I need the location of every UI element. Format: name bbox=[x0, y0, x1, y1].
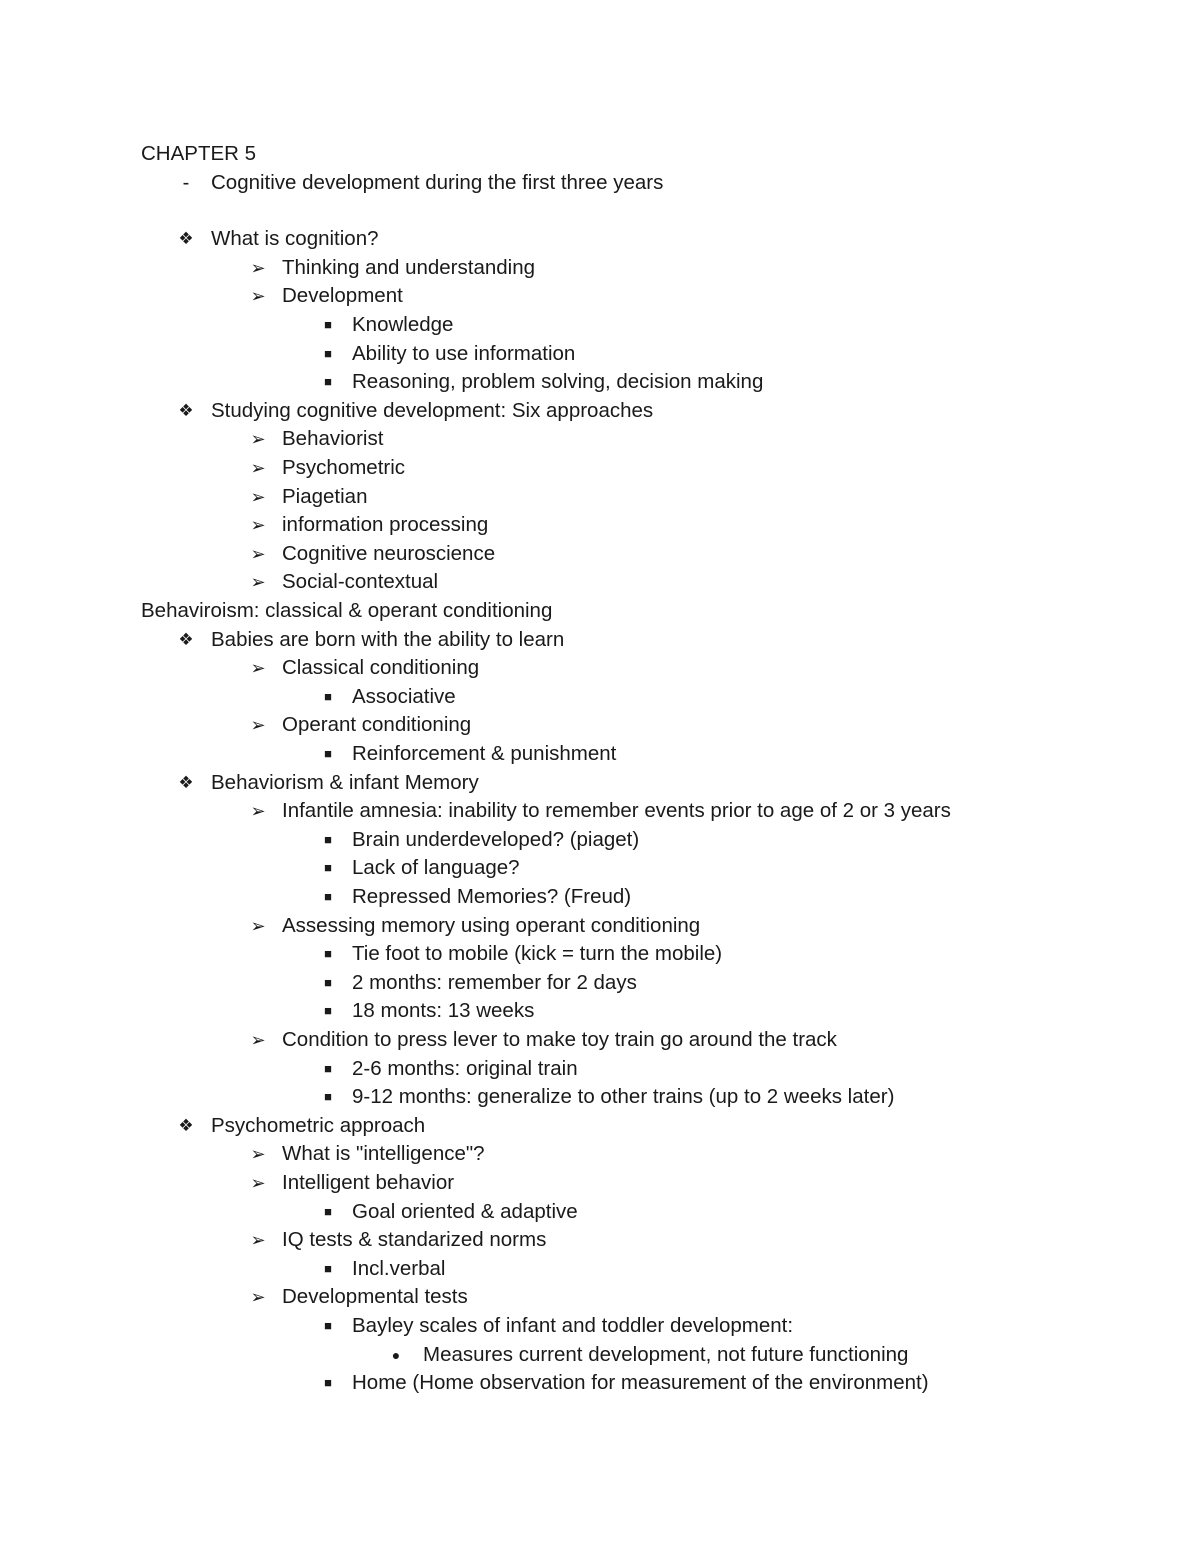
outline-item bbox=[0, 227, 1200, 251]
square-bullet-icon: ■ bbox=[324, 689, 332, 704]
square-bullet-icon: ■ bbox=[324, 346, 332, 361]
outline-item-text: Development bbox=[282, 284, 403, 307]
square-bullet-icon: ■ bbox=[324, 1003, 332, 1018]
outline-item bbox=[0, 713, 1200, 737]
square-bullet-icon: ■ bbox=[324, 1261, 332, 1276]
outline-item bbox=[0, 771, 1200, 795]
outline-item-text: Assessing memory using operant conditioning bbox=[282, 914, 701, 937]
outline-item bbox=[0, 742, 1200, 766]
outline-item-text: What is cognition? bbox=[211, 227, 379, 250]
heading-line bbox=[0, 599, 1200, 623]
outline-item bbox=[0, 1057, 1200, 1081]
square-bullet-icon: ■ bbox=[324, 832, 332, 847]
outline-item bbox=[0, 570, 1200, 594]
outline-item bbox=[0, 656, 1200, 680]
outline-item bbox=[0, 799, 1200, 823]
outline-item-text: Psychometric approach bbox=[211, 1114, 426, 1137]
arrow-bullet-icon: ➢ bbox=[250, 1144, 266, 1164]
diamond-bullet-icon: ❖ bbox=[178, 630, 194, 649]
outline-item-text: Classical conditioning bbox=[282, 656, 480, 679]
diamond-bullet-icon: ❖ bbox=[178, 229, 194, 248]
outline-item bbox=[0, 485, 1200, 509]
outline-item bbox=[0, 313, 1200, 337]
outline-item-text: Ability to use information bbox=[352, 342, 576, 365]
square-bullet-icon: ■ bbox=[324, 860, 332, 875]
arrow-bullet-icon: ➢ bbox=[250, 429, 266, 449]
square-bullet-icon: ■ bbox=[324, 975, 332, 990]
outline-item bbox=[0, 284, 1200, 308]
outline-item bbox=[0, 1228, 1200, 1252]
diamond-bullet-icon: ❖ bbox=[178, 773, 194, 792]
outline-item bbox=[0, 999, 1200, 1023]
diamond-bullet-icon: ❖ bbox=[178, 401, 194, 420]
outline-item bbox=[0, 456, 1200, 480]
outline-item bbox=[0, 628, 1200, 652]
arrow-bullet-icon: ➢ bbox=[250, 801, 266, 821]
outline-item-text: Reinforcement & punishment bbox=[352, 742, 617, 765]
outline-item bbox=[0, 1114, 1200, 1138]
outline-item-text: Studying cognitive development: Six approaches bbox=[211, 399, 654, 422]
outline-item bbox=[0, 1285, 1200, 1309]
square-bullet-icon: ■ bbox=[324, 889, 332, 904]
dash-bullet-icon: - bbox=[182, 172, 190, 194]
outline-item-text: Tie foot to mobile (kick = turn the mobile) bbox=[352, 942, 723, 965]
outline-item bbox=[0, 885, 1200, 909]
square-bullet-icon: ■ bbox=[324, 1089, 332, 1104]
outline-item bbox=[0, 914, 1200, 938]
square-bullet-icon: ■ bbox=[324, 374, 332, 389]
outline-item-text: Condition to press lever to make toy train go around the track bbox=[282, 1028, 837, 1051]
outline-item-text: Infantile amnesia: inability to remember events prior to age of 2 or 3 years bbox=[282, 799, 951, 822]
outline-item bbox=[0, 256, 1200, 280]
square-bullet-icon: ■ bbox=[324, 1204, 332, 1219]
outline-item bbox=[0, 942, 1200, 966]
heading-line bbox=[0, 142, 1200, 166]
outline-item-text: IQ tests & standarized norms bbox=[282, 1228, 547, 1251]
square-bullet-icon: ■ bbox=[324, 746, 332, 761]
outline-item-text: 2-6 months: original train bbox=[352, 1057, 578, 1080]
square-bullet-icon: ■ bbox=[324, 317, 332, 332]
outline-item bbox=[0, 856, 1200, 880]
outline-item-text: Piagetian bbox=[282, 485, 368, 508]
outline-item bbox=[0, 171, 1200, 195]
outline-item-text: Babies are born with the ability to learn bbox=[211, 628, 565, 651]
outline-item-text: Lack of language? bbox=[352, 856, 520, 879]
arrow-bullet-icon: ➢ bbox=[250, 1173, 266, 1193]
outline-item bbox=[0, 1028, 1200, 1052]
outline-item-text: Social-contextual bbox=[282, 570, 439, 593]
outline-item-text: 2 months: remember for 2 days bbox=[352, 971, 637, 994]
outline-item-text: Bayley scales of infant and toddler development: bbox=[352, 1314, 794, 1337]
outline-item bbox=[0, 1343, 1200, 1367]
arrow-bullet-icon: ➢ bbox=[250, 1030, 266, 1050]
outline-item-text: What is "intelligence"? bbox=[282, 1142, 485, 1165]
outline-item-text: Associative bbox=[352, 685, 456, 708]
outline-item bbox=[0, 971, 1200, 995]
arrow-bullet-icon: ➢ bbox=[250, 286, 266, 306]
square-bullet-icon: ■ bbox=[324, 1375, 332, 1390]
outline-item bbox=[0, 542, 1200, 566]
outline-item-text: Repressed Memories? (Freud) bbox=[352, 885, 632, 908]
outline-item-text: 9-12 months: generalize to other trains (up to 2 weeks later) bbox=[352, 1085, 895, 1108]
outline-item-text: Home (Home observation for measurement of the environment) bbox=[352, 1371, 929, 1394]
outline-item-text: CHAPTER 5 bbox=[141, 142, 257, 165]
diamond-bullet-icon: ❖ bbox=[178, 1116, 194, 1135]
square-bullet-icon: ■ bbox=[324, 1061, 332, 1076]
outline-item bbox=[0, 1314, 1200, 1338]
outline-item-text: Cognitive neuroscience bbox=[282, 542, 496, 565]
arrow-bullet-icon: ➢ bbox=[250, 572, 266, 592]
arrow-bullet-icon: ➢ bbox=[250, 515, 266, 535]
outline-item bbox=[0, 370, 1200, 394]
outline-item-text: Developmental tests bbox=[282, 1285, 468, 1308]
outline-item-text: Psychometric bbox=[282, 456, 406, 479]
outline-item-text: Thinking and understanding bbox=[282, 256, 536, 279]
outline-item-text: Reasoning, problem solving, decision making bbox=[352, 370, 764, 393]
dot-bullet-icon: ● bbox=[391, 1347, 401, 1363]
outline-item bbox=[0, 685, 1200, 709]
outline-item-text: Operant conditioning bbox=[282, 713, 472, 736]
arrow-bullet-icon: ➢ bbox=[250, 1230, 266, 1250]
outline-item bbox=[0, 1171, 1200, 1195]
outline-item-text: Measures current development, not future functioning bbox=[423, 1343, 909, 1366]
outline-item-text: Behaviroism: classical & operant conditioning bbox=[141, 599, 553, 622]
outline-item bbox=[0, 1371, 1200, 1395]
outline-item-text: Behaviorism & infant Memory bbox=[211, 771, 479, 794]
outline-item bbox=[0, 513, 1200, 537]
arrow-bullet-icon: ➢ bbox=[250, 458, 266, 478]
arrow-bullet-icon: ➢ bbox=[250, 658, 266, 678]
outline-item-text: Incl.verbal bbox=[352, 1257, 446, 1280]
outline-item-text: information processing bbox=[282, 513, 489, 536]
outline-item bbox=[0, 342, 1200, 366]
outline-item-text: Behaviorist bbox=[282, 427, 384, 450]
outline-item-text: 18 monts: 13 weeks bbox=[352, 999, 535, 1022]
outline-item-text: Knowledge bbox=[352, 313, 454, 336]
outline-item bbox=[0, 1142, 1200, 1166]
arrow-bullet-icon: ➢ bbox=[250, 1287, 266, 1307]
arrow-bullet-icon: ➢ bbox=[250, 487, 266, 507]
outline-item bbox=[0, 1085, 1200, 1109]
outline-item bbox=[0, 1200, 1200, 1224]
arrow-bullet-icon: ➢ bbox=[250, 916, 266, 936]
outline-item-text: Intelligent behavior bbox=[282, 1171, 455, 1194]
arrow-bullet-icon: ➢ bbox=[250, 258, 266, 278]
outline-item-text: Goal oriented & adaptive bbox=[352, 1200, 578, 1223]
outline-item bbox=[0, 399, 1200, 423]
outline-item bbox=[0, 1257, 1200, 1281]
outline-item bbox=[0, 828, 1200, 852]
outline-item bbox=[0, 427, 1200, 451]
arrow-bullet-icon: ➢ bbox=[250, 715, 266, 735]
outline-item-text: Brain underdeveloped? (piaget) bbox=[352, 828, 640, 851]
square-bullet-icon: ■ bbox=[324, 1318, 332, 1333]
arrow-bullet-icon: ➢ bbox=[250, 544, 266, 564]
square-bullet-icon: ■ bbox=[324, 946, 332, 961]
outline-item-text: Cognitive development during the first three years bbox=[211, 171, 664, 194]
